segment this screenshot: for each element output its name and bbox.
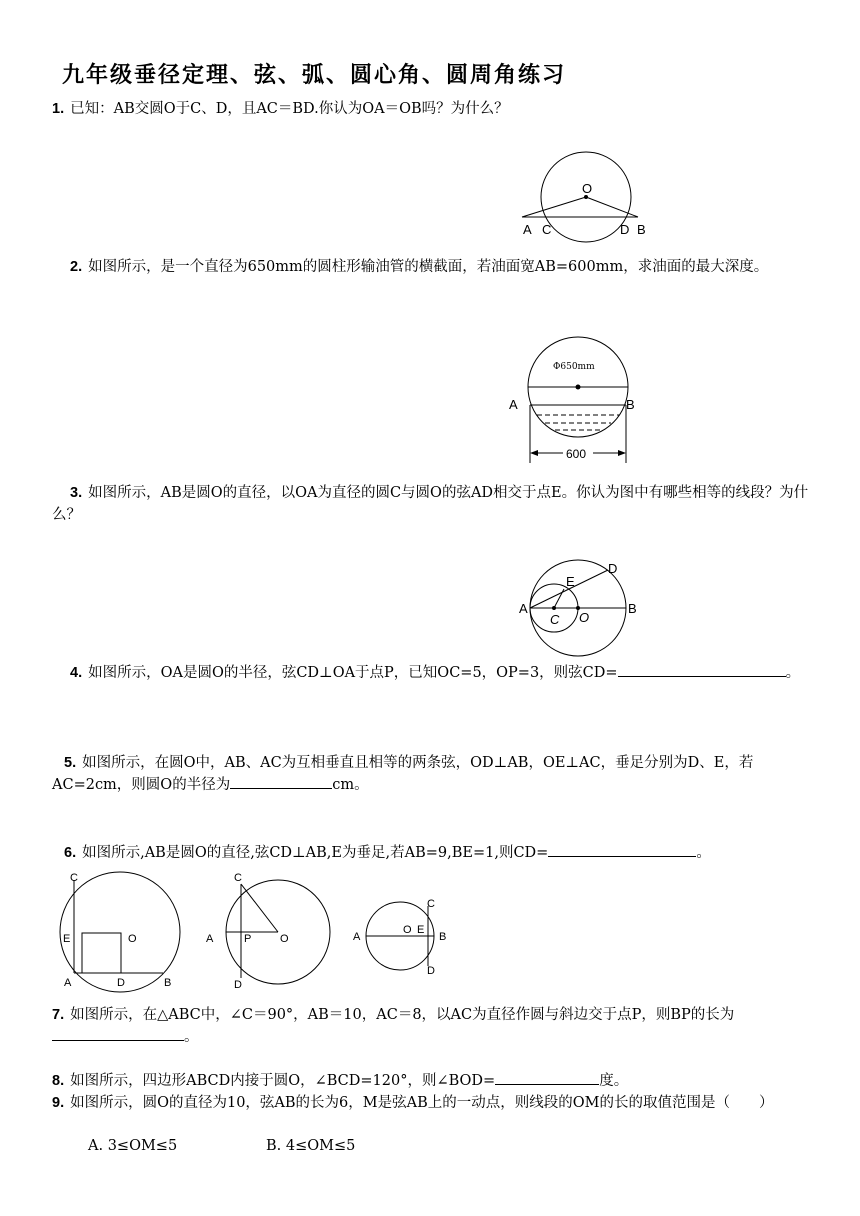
label-b: B xyxy=(628,601,637,616)
question-text: 如图所示，是一个直径为650mm的圆柱形输油管的横截面，若油面宽AB=600mm，求油面的最大深度。 xyxy=(88,259,769,275)
label-width: 600 xyxy=(566,447,587,461)
question-text: 已知：AB交圆O于C、D，且AC＝BD.你认为OA＝OB吗？为什么？ xyxy=(70,101,509,117)
question-text-end: 。 xyxy=(696,845,711,861)
question-text-end: 。 xyxy=(184,1029,199,1045)
figure-4 xyxy=(58,870,193,990)
label-c: C xyxy=(542,222,552,237)
figure-5 xyxy=(200,870,335,990)
label-o: O xyxy=(128,933,137,945)
answer-blank[interactable] xyxy=(230,774,332,789)
option-b[interactable]: B. 4≤OM≤5 xyxy=(266,1138,356,1154)
question-number: 5. xyxy=(64,755,77,771)
answer-blank[interactable] xyxy=(548,842,696,857)
question-number: 7. xyxy=(52,1007,65,1023)
answer-blank[interactable] xyxy=(618,662,786,677)
question-text: 如图所示，圆O的直径为10，弦AB的长为6，M是弦AB上的一动点，则线段的OM的长的取值范围是（ ） xyxy=(70,1095,774,1111)
figure-2 xyxy=(505,335,645,470)
label-b: B xyxy=(626,397,635,412)
answer-blank[interactable] xyxy=(52,1026,184,1041)
label-c: C xyxy=(427,898,435,910)
question-number: 4. xyxy=(70,665,83,681)
label-a: A xyxy=(523,222,532,237)
question-text-end: 。 xyxy=(785,665,801,681)
question-number: 3. xyxy=(70,485,83,501)
label-b: B xyxy=(637,222,646,237)
question-5 xyxy=(52,752,812,796)
question-number: 8. xyxy=(52,1073,65,1089)
label-e: E xyxy=(63,933,71,945)
question-text-end: cm。 xyxy=(332,777,369,793)
question-text: 如图所示,AB是圆O的直径,弦CD⊥AB,E为垂足,若AB=9,BE=1,则CD= xyxy=(82,845,549,861)
question-text: 如图所示，OA是圆O的半径，弦CD⊥OA于点P，已知OC=5，OP=3，则弦CD= xyxy=(88,665,618,681)
label-diameter: Φ650mm xyxy=(553,362,595,372)
label-o: O xyxy=(403,924,412,936)
label-o: O xyxy=(579,610,590,625)
question-2 xyxy=(52,256,812,278)
label-e: E xyxy=(566,574,575,589)
figure-3 xyxy=(515,560,655,660)
label-c: C xyxy=(550,612,560,627)
label-d: D xyxy=(427,965,435,977)
label-b: B xyxy=(439,931,447,943)
question-text: 如图所示，四边形ABCD内接于圆O，∠BCD=120°，则∠BOD= xyxy=(70,1073,496,1089)
label-e: E xyxy=(417,924,425,936)
question-1 xyxy=(52,98,812,120)
label-d: D xyxy=(608,561,618,576)
question-number: 6. xyxy=(64,845,77,861)
question-4 xyxy=(52,662,812,684)
question-text: 如图所示，在圆O中，AB、AC为互相垂直且相等的两条弦，OD⊥AB，OE⊥AC，垂足分别为D、E，若AC=2cm，则圆O的半径为 xyxy=(52,755,754,793)
question-text: 如图所示，在△ABC中，∠C＝90°，AB＝10，AC＝8，以AC为直径作圆与斜边交于点P，则BP的长为 xyxy=(70,1007,735,1023)
question-8 xyxy=(52,1070,812,1092)
figure-6 xyxy=(348,890,463,985)
question-3 xyxy=(52,482,812,526)
label-o: O xyxy=(280,933,289,945)
question-7 xyxy=(52,1004,812,1048)
label-a: A xyxy=(64,977,72,989)
label-o: O xyxy=(582,181,593,196)
label-p: P xyxy=(244,933,252,945)
question-number: 2. xyxy=(70,259,83,275)
label-a: A xyxy=(353,931,361,943)
label-a: A xyxy=(509,397,518,412)
label-d: D xyxy=(620,222,630,237)
page-title: 九年级垂径定理、弦、弧、圆心角、圆周角练习 xyxy=(62,62,567,88)
answer-blank[interactable] xyxy=(495,1070,599,1085)
option-a[interactable]: A. 3≤OM≤5 xyxy=(88,1138,178,1154)
question-text: 如图所示，AB是圆O的直径，以OA为直径的圆C与圆O的弦AD相交于点E。你认为图中有哪些相等的线段？为什么？ xyxy=(52,485,809,523)
question-9 xyxy=(52,1092,812,1114)
question-6 xyxy=(52,842,812,864)
question-number: 1. xyxy=(52,101,65,117)
question-number: 9. xyxy=(52,1095,65,1111)
figure-1 xyxy=(520,155,660,245)
question-text-end: 度。 xyxy=(599,1073,629,1089)
label-a: A xyxy=(206,933,214,945)
label-d: D xyxy=(234,979,242,991)
label-a: A xyxy=(519,601,528,616)
label-c: C xyxy=(234,872,242,884)
label-d: D xyxy=(117,977,125,989)
label-b: B xyxy=(164,977,172,989)
label-c: C xyxy=(70,872,78,884)
